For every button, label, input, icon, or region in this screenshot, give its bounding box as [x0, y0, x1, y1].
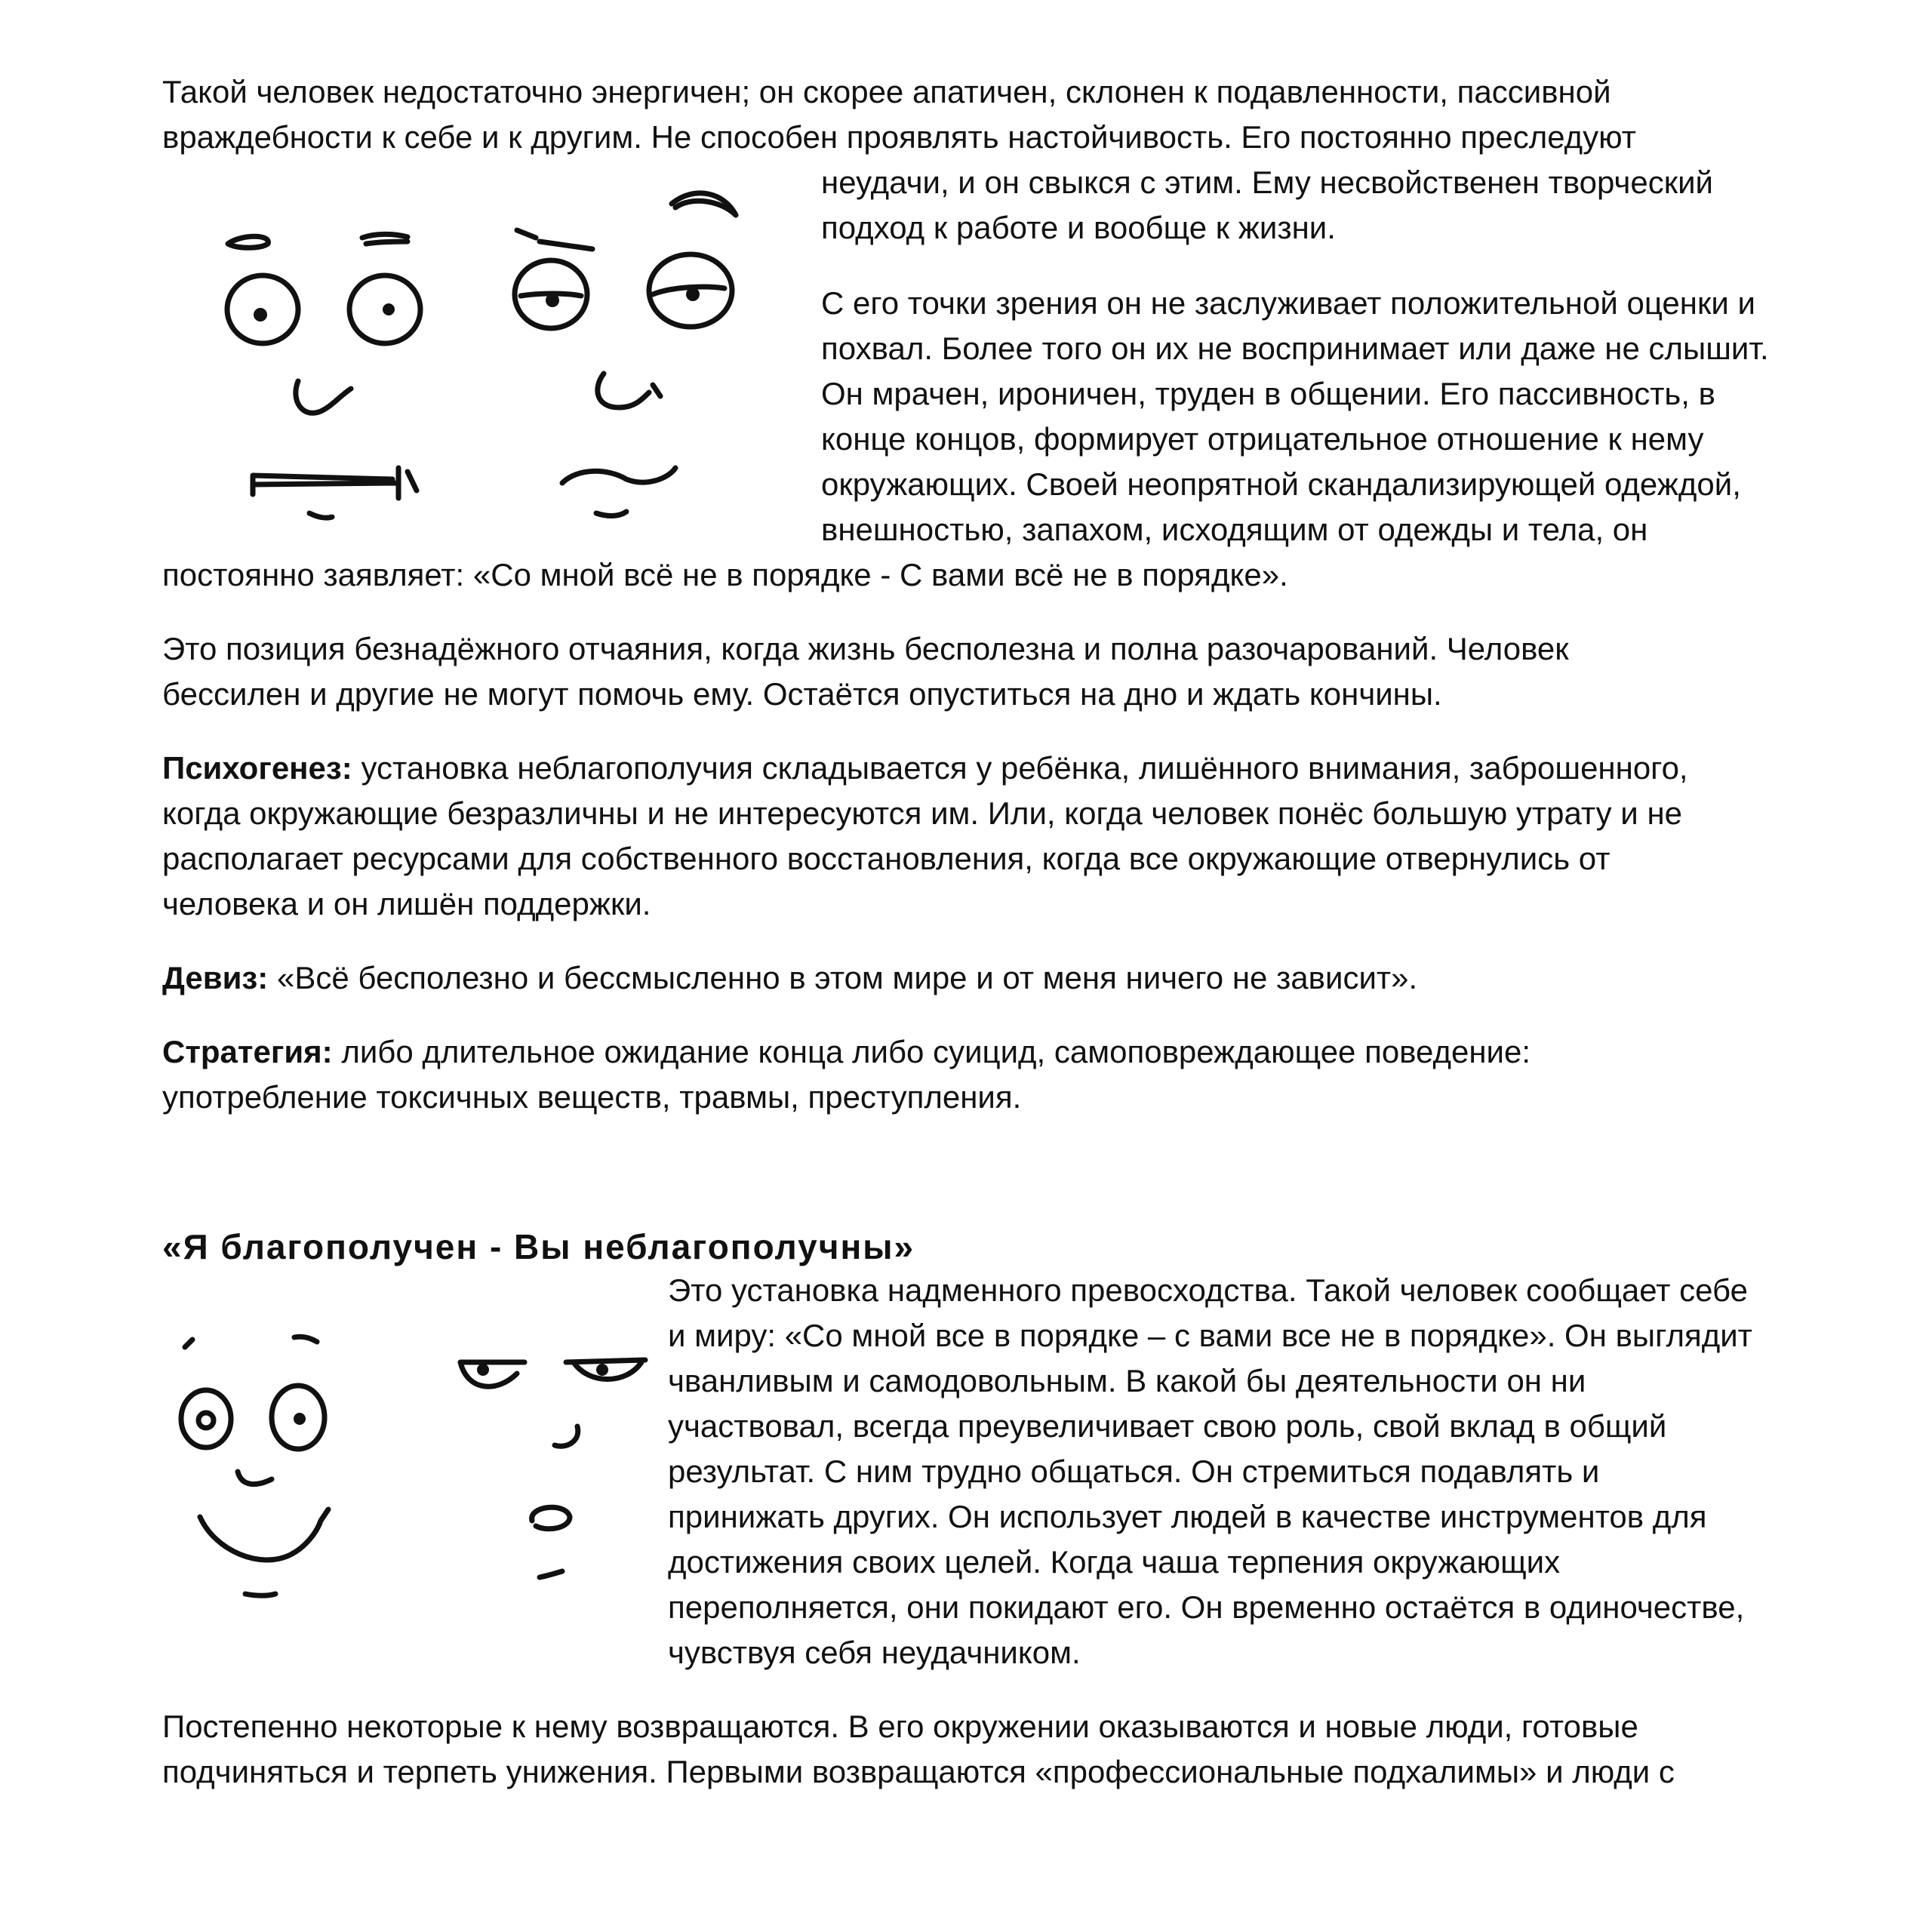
- text-line: бессилен и другие не могут помочь ему. Остаётся опуститься на дно и ждать кончины.: [162, 676, 1442, 712]
- smiling-face-drawing: [170, 1328, 351, 1615]
- strategy-label: Стратегия:: [162, 1034, 333, 1069]
- text-line: похвал. Более того он их не воспринимает или даже не слышит.: [821, 331, 1769, 366]
- sad-face-drawing: [219, 219, 430, 536]
- text-line: С его точки зрения он не заслуживает положительной оценки и: [821, 285, 1755, 321]
- text-line: человека и он лишён поддержки.: [162, 886, 651, 921]
- text-line: подчиняться и терпеть унижения. Первыми возвращаются «профессиональные подхалимы» и люди с: [162, 1754, 1675, 1789]
- section-heading: «Я благополучен - Вы неблагополучны»: [162, 1227, 915, 1266]
- text-line: чванливым и самодовольным. В какой бы деятельности он ни: [668, 1363, 1586, 1398]
- text-line: достижения своих целей. Когда чаша терпения окружающих: [668, 1544, 1561, 1580]
- text-line: подход к работе и вообще к жизни.: [821, 210, 1336, 245]
- text-line: Он мрачен, ироничен, труден в общении. Его пассивность, в: [821, 376, 1715, 411]
- text-line: употребление токсичных веществ, травмы, преступления.: [162, 1079, 1022, 1115]
- text-line: участвовал, всегда преувеличивает свою роль, свой вклад в общий: [668, 1408, 1667, 1444]
- strategy-paragraph: [162, 1029, 1531, 1075]
- text-line: неудачи, и он свыкся с этим. Ему несвойственен творческий: [821, 165, 1714, 200]
- text-line: внешностью, запахом, исходящим от одежды и тела, он: [821, 512, 1648, 547]
- text-line: и миру: «Со мной все в порядке – с вами все не в порядке». Он выглядит: [668, 1318, 1752, 1353]
- text-line: чувствуя себя неудачником.: [668, 1635, 1081, 1670]
- text-line: располагает ресурсами для собственного восстановления, когда все окружающие отвернулись от: [162, 841, 1611, 876]
- motto-paragraph: [162, 955, 1417, 1001]
- motto-text: «Всё бесполезно и бессмысленно в этом мире и от меня ничего не зависит».: [268, 960, 1418, 995]
- text-line: окружающих. Своей неопрятной скандализирующей одеждой,: [821, 466, 1741, 502]
- text-line: Такой человек недостаточно энергичен; он скорее апатичен, склонен к подавленности, пассивной: [162, 74, 1611, 109]
- text-line: враждебности к себе и к другим. Не способен проявлять настойчивость. Его постоянно преследуют: [162, 119, 1636, 155]
- text-line: когда окружающие безразличны и не интересуются им. Или, когда человек понёс большую утрату и не: [162, 795, 1682, 831]
- psychogenesis-label: Психогенез:: [162, 750, 352, 786]
- text-line: Постепенно некоторые к нему возвращаются. В его окружении оказываются и новые люди, готовые: [162, 1709, 1638, 1744]
- arrogant-face-drawing: [453, 1351, 649, 1600]
- motto-label: Девиз:: [162, 960, 269, 995]
- text-line: установка неблагополучия складывается у ребёнка, лишённого внимания, заброшенного,: [352, 750, 1688, 786]
- text-line: принижать других. Он использует людей в качестве инструментов для: [668, 1499, 1707, 1534]
- text-line: переполняется, они покидают его. Он временно остаётся в одиночестве,: [668, 1589, 1745, 1625]
- text-line: либо длительное ожидание конца либо суицид, самоповреждающее поведение:: [332, 1034, 1531, 1069]
- psychogenesis-paragraph: [162, 746, 1688, 791]
- text-line: результат. С ним трудно общаться. Он стремиться подавлять и: [668, 1454, 1600, 1489]
- text-line: постоянно заявляет: «Со мной всё не в порядке - С вами всё не в порядке».: [162, 557, 1288, 592]
- ironic-face-drawing: [506, 181, 747, 528]
- text-line: конце концов, формирует отрицательное отношение к нему: [821, 421, 1704, 457]
- text-line: Это установка надменного превосходства. Такой человек сообщает себе: [668, 1272, 1748, 1308]
- text-line: Это позиция безнадёжного отчаяния, когда жизнь бесполезна и полна разочарований. Человек: [162, 631, 1569, 666]
